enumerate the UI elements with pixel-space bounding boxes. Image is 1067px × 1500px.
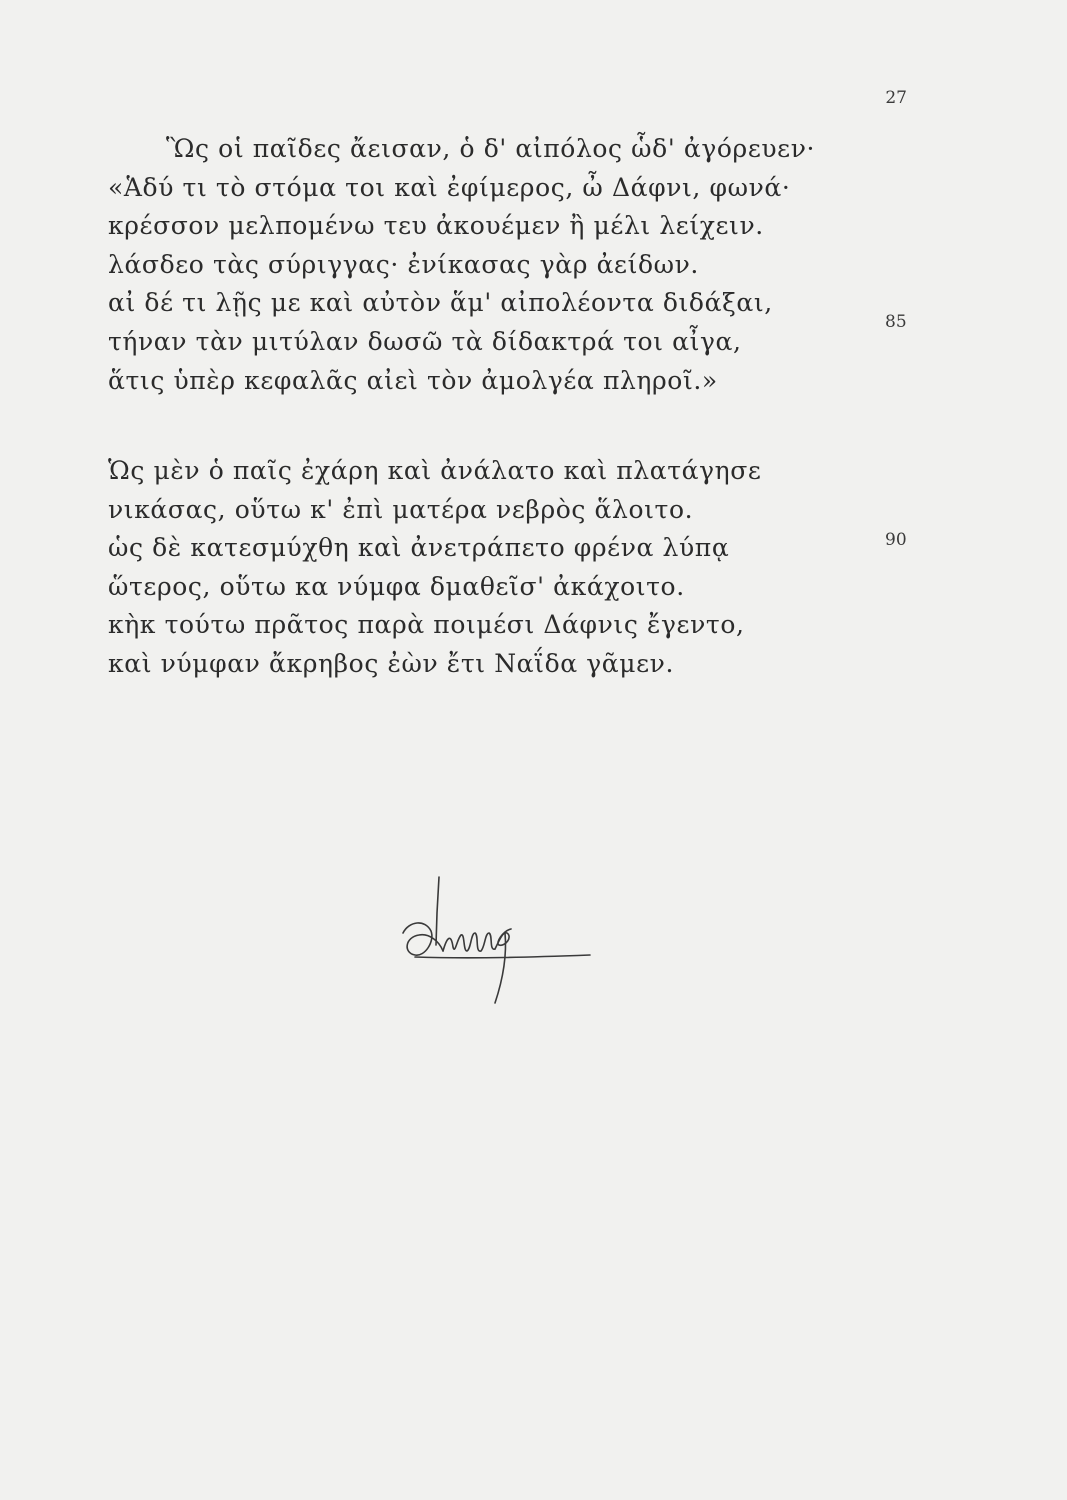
handwritten-signature: [395, 875, 595, 1010]
verse-line: νικάσας, οὕτω κ' ἐπὶ ματέρα νεβρὸς ἅλοιτο.: [108, 494, 694, 524]
verse-line: κρέσσον μελπομένω τευ ἀκουέμεν ἢ μέλι λείχειν.: [108, 211, 764, 241]
stanza-1: [108, 130, 868, 400]
verse-line: λάσδεο τὰς σύριγγας· ἐνίκασας γὰρ ἀείδων.: [108, 249, 699, 279]
line-number-90: 90: [885, 530, 907, 550]
line-number-85: 85: [885, 312, 907, 332]
verse-line: τήναν τὰν μιτύλαν δωσῶ τὰ δίδακτρά τοι αἶγα,: [108, 326, 742, 356]
verse-line: ὥτερος, οὕτω κα νύμφα δμαθεῖσ' ἀκάχοιτο.: [108, 571, 685, 601]
verse-line: Ὡς μὲν ὁ παῖς ἐχάρη καὶ ἀνάλατο καὶ πλατάγησε: [108, 456, 762, 485]
verse-line: αἰ δέ τι λῇς με καὶ αὐτὸν ἅμ' αἰπολέοντα διδάξαι,: [108, 288, 773, 318]
verse-line: κὴκ τούτω πρᾶτος παρὰ ποιμέσι Δάφνις ἔγεντο,: [108, 610, 745, 640]
page-number: 27: [885, 88, 907, 108]
verse-line: «Ἁδύ τι τὸ στόμα τοι καὶ ἐφίμερος, ὦ Δάφνι, φωνά·: [108, 172, 791, 202]
verse-line: ἅτις ὑπὲρ κεφαλᾶς αἰεὶ τὸν ἀμολγέα πληροῖ.»: [108, 365, 718, 395]
verse-line: Ὣς οἱ παῖδες ἄεισαν, ὁ δ' αἰπόλος ὧδ' ἀγόρευεν·: [166, 134, 816, 163]
stanza-2: [108, 452, 868, 684]
verse-line: ὡς δὲ κατεσμύχθη καὶ ἀνετράπετο φρένα λύπᾳ: [108, 533, 730, 563]
verse-line: καὶ νύμφαν ἄκρηβος ἐὼν ἔτι Ναΐδα γᾶμεν.: [108, 648, 675, 678]
